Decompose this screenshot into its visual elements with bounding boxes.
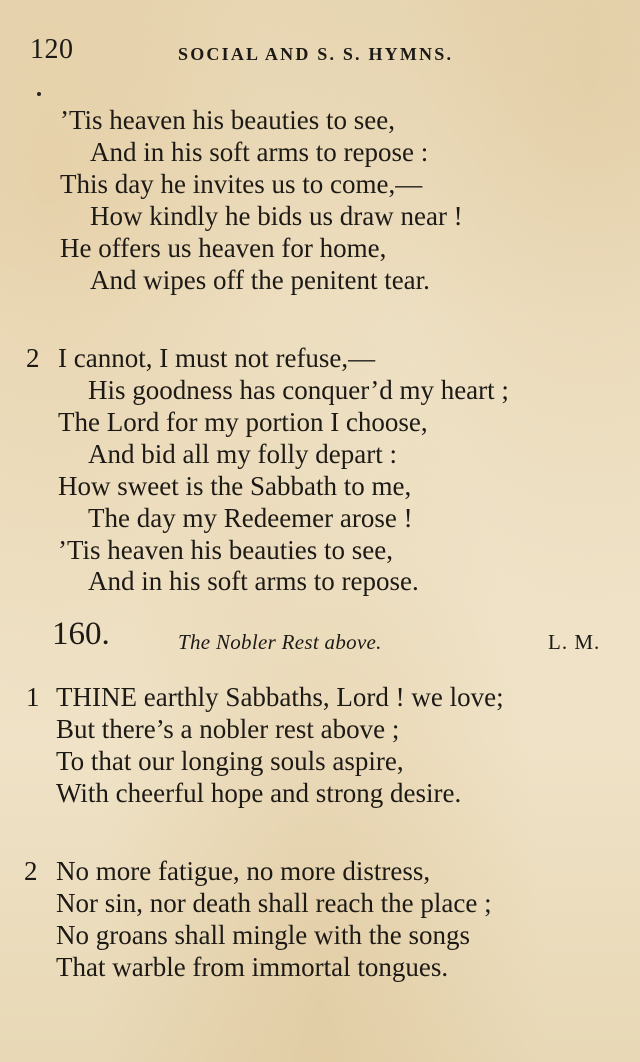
page-number: 120 — [30, 34, 74, 65]
hymn-title: The Nobler Rest above. — [178, 630, 382, 654]
ink-mark — [37, 92, 41, 96]
verse-line: And bid all my folly depart : — [88, 439, 397, 469]
stanza-number: 1 — [26, 682, 40, 712]
verse-line: And in his soft arms to repose. — [88, 566, 419, 596]
verse-line: With cheerful hope and strong desire. — [56, 778, 462, 808]
verse-line: I cannot, I must not refuse,— — [58, 343, 376, 373]
verse-line: But there’s a nobler rest above ; — [56, 714, 400, 744]
verse-line: Nor sin, nor death shall reach the place ; — [56, 888, 492, 918]
verse-line: The Lord for my portion I choose, — [58, 407, 428, 437]
verse-line: No more fatigue, no more distress, — [56, 856, 431, 886]
stanza-number: 2 — [24, 856, 38, 886]
verse-line: How kindly he bids us draw near ! — [90, 201, 463, 231]
hymn-number: 160. — [52, 616, 110, 652]
verse-line: To that our longing souls aspire, — [56, 746, 404, 776]
verse-line: This day he invites us to come,— — [60, 169, 423, 199]
verse-line: The day my Redeemer arose ! — [88, 503, 413, 533]
verse-line: And in his soft arms to repose : — [90, 137, 429, 167]
verse-line: His goodness has conquer’d my heart ; — [88, 375, 509, 405]
verse-line: How sweet is the Sabbath to me, — [58, 471, 412, 501]
verse-line: ’Tis heaven his beauties to see, — [60, 105, 395, 135]
verse-line: That warble from immortal tongues. — [56, 952, 449, 982]
stanza-number: 2 — [26, 343, 40, 373]
verse-line: ’Tis heaven his beauties to see, — [58, 535, 393, 565]
verse-line: And wipes off the penitent tear. — [90, 265, 430, 295]
hymn-meter: L. M. — [548, 630, 601, 654]
verse-line: No groans shall mingle with the songs — [56, 920, 470, 950]
running-title: SOCIAL AND S. S. HYMNS. — [178, 44, 454, 64]
verse-line: He offers us heaven for home, — [60, 233, 387, 263]
verse-line: THINE earthly Sabbaths, Lord ! we love; — [56, 682, 504, 712]
